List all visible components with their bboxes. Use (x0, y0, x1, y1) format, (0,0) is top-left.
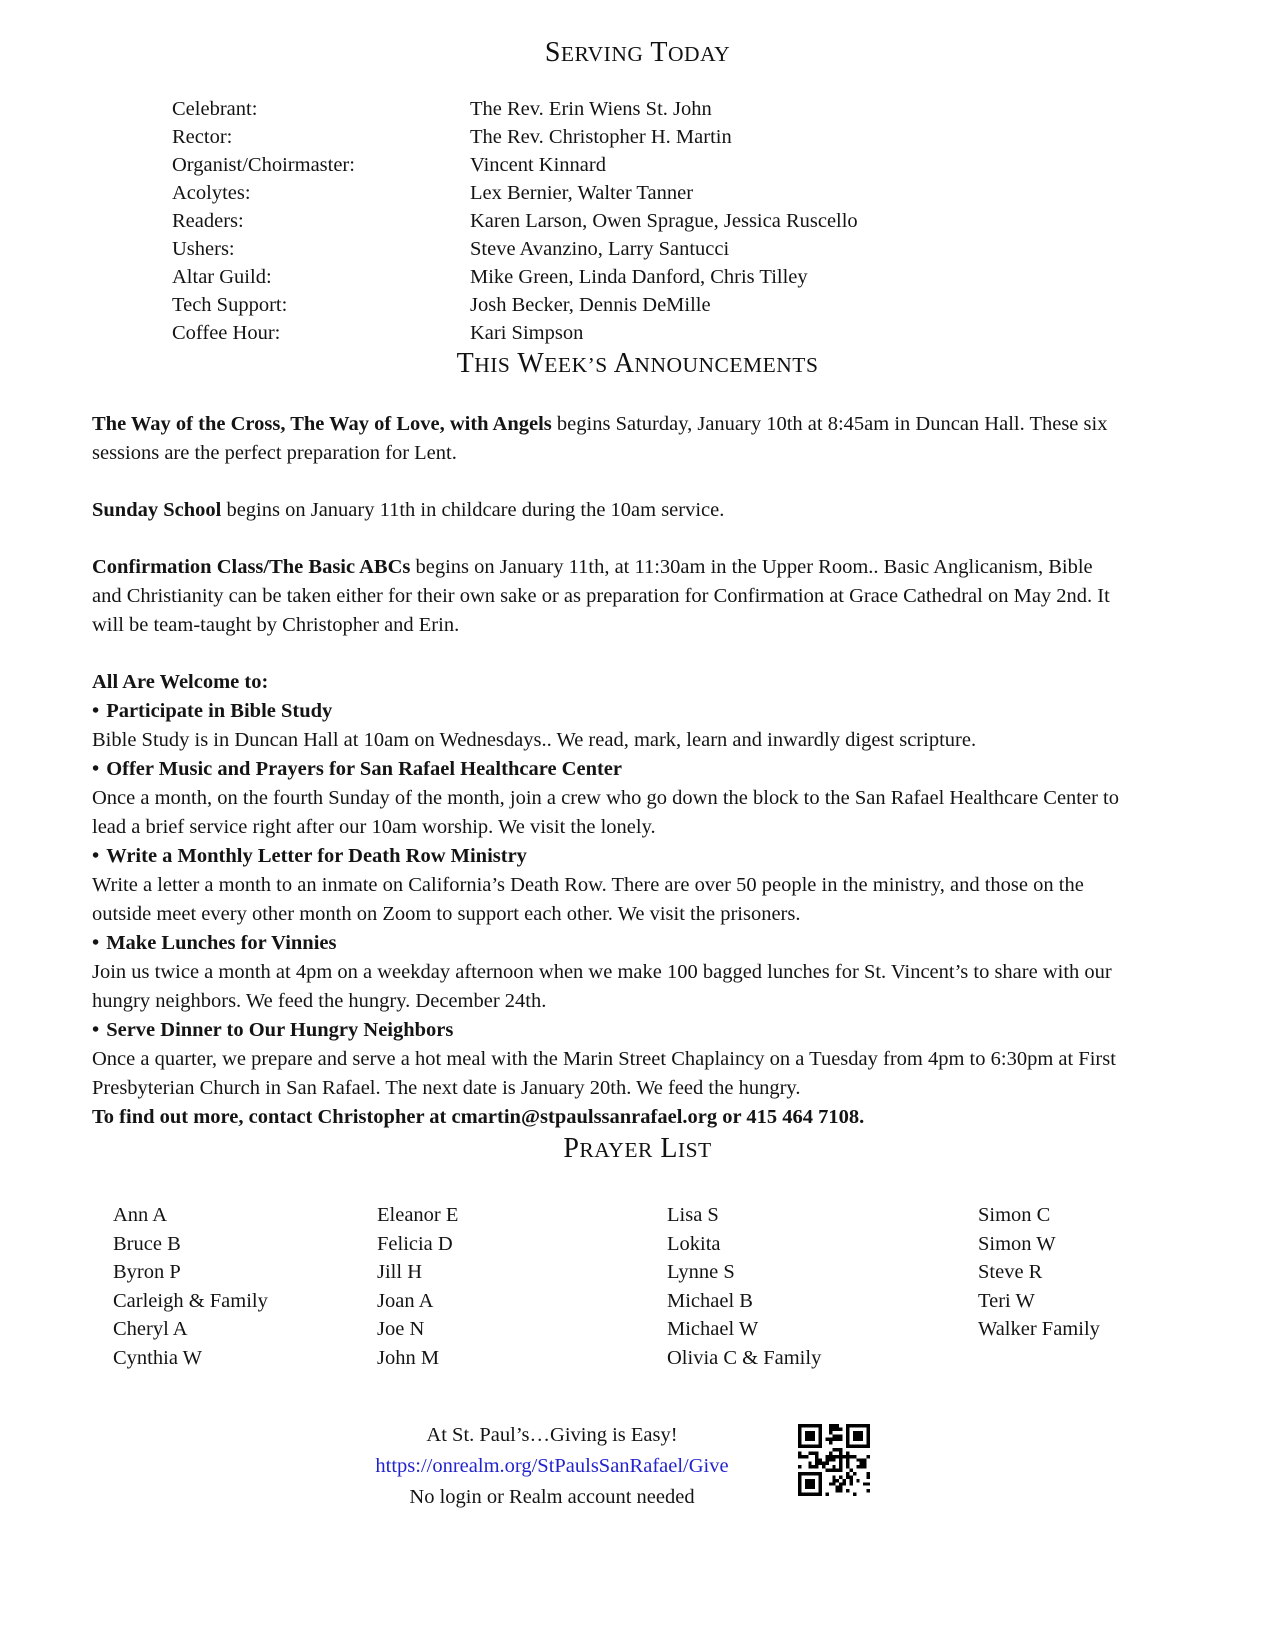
prayer-name: Simon W (978, 1232, 1056, 1255)
announcement-text: begins on January 11th in childcare during the 10am service. (221, 499, 725, 521)
prayer-name: Ann A (113, 1204, 168, 1226)
ministry-bullet-body: Once a month, on the fourth Sunday of the month, join a crew who go down the block to the San Rafael Healthcare Center to lead a brief service right after our 10am worship. We visit the lonely. (92, 787, 1120, 838)
prayer-name: Cheryl A (113, 1318, 188, 1340)
serving-role-row (172, 95, 1275, 123)
bullet-icon: • (92, 700, 100, 722)
serving-role-value: Karen Larson, Owen Sprague, Jessica Ruscello (470, 210, 858, 232)
prayer-list (113, 1201, 1275, 1372)
announcement-lead: Confirmation Class/The Basic ABCs (92, 556, 411, 578)
prayer-name: Jill H (377, 1261, 422, 1283)
serving-role-row (172, 179, 1275, 207)
serving-role-row (172, 235, 1275, 263)
prayer-name: Lokita (667, 1232, 721, 1255)
ministry-bullets (92, 697, 1127, 1103)
announcement-text: begins Saturday, January 10th at 8:45am in Duncan Hall. These six sessions are the perfect preparation for Lent. (92, 413, 1108, 464)
ministry-bullet (92, 1016, 1127, 1103)
ministry-bullet-title: Make Lunches for Vinnies (106, 932, 337, 954)
ministry-bullet-title-line (92, 842, 1127, 871)
ministry-bullet-title-line (92, 755, 1127, 784)
serving-role-row (172, 151, 1275, 179)
qr-code (798, 1424, 870, 1496)
prayer-column (667, 1201, 978, 1372)
prayer-name: Lisa S (667, 1204, 719, 1226)
serving-role-value: The Rev. Erin Wiens St. John (470, 98, 712, 120)
giving-link[interactable]: https://onrealm.org/StPaulsSanRafael/Give (375, 1455, 729, 1477)
prayer-name: Walker Family (978, 1318, 1100, 1340)
serving-role-label: Ushers: (172, 238, 235, 260)
ministry-bullet-body: Bible Study is in Duncan Hall at 10am on Wednesdays.. We read, mark, learn and inwardly digest scripture. (92, 729, 977, 751)
announcement-lead: Sunday School (92, 499, 222, 521)
ministry-bullet (92, 697, 1127, 755)
ministry-bullet-body: Once a quarter, we prepare and serve a hot meal with the Marin Street Chaplaincy on a Tuesday from 4pm to 6:30pm at First Presbyterian Church in San Rafael. The next date is January 20th. We feed the hungry. (92, 1048, 1116, 1099)
serving-role-label: Altar Guild: (172, 266, 272, 288)
ministry-bullet-body: Join us twice a month at 4pm on a weekday afternoon when we make 100 bagged lunches for St. Vincent’s to share with our hungry neighbors. We feed the hungry. December 24th. (92, 961, 1112, 1012)
serving-role-label: Acolytes: (172, 182, 251, 204)
serving-role-row (172, 319, 1275, 347)
contact-line: To find out more, contact Christopher at cmartin@stpaulssanrafael.org or 415 464 7108. (92, 1106, 865, 1128)
serving-role-value: Kari Simpson (470, 322, 584, 344)
serving-role-value: The Rev. Christopher H. Martin (470, 126, 732, 148)
serving-role-label: Celebrant: (172, 98, 258, 120)
prayer-column (113, 1201, 377, 1372)
serving-role-value: Vincent Kinnard (470, 154, 606, 176)
prayer-name: Michael W (667, 1318, 759, 1340)
bullet-icon: • (92, 758, 100, 780)
announcement-paragraph (92, 496, 1127, 525)
serving-role-label: Organist/Choirmaster: (172, 154, 355, 176)
ministry-bullet-title: Write a Monthly Letter for Death Row Ministry (106, 845, 527, 867)
prayer-name: Michael B (667, 1289, 753, 1312)
prayer-column (978, 1201, 1275, 1372)
serving-list (172, 95, 1275, 347)
serving-role-label: Tech Support: (172, 294, 288, 316)
announcement-paragraphs (92, 410, 1127, 640)
prayer-name: Felicia D (377, 1232, 453, 1255)
prayer-name: Joe N (377, 1318, 425, 1340)
prayer-column (377, 1201, 667, 1372)
welcome-header: All Are Welcome to: (92, 671, 269, 693)
bullet-icon: • (92, 845, 100, 867)
prayer-name: Eleanor E (377, 1204, 459, 1226)
all-are-welcome-block (92, 668, 1127, 1132)
bullet-icon: • (92, 932, 100, 954)
serving-role-row (172, 291, 1275, 319)
prayer-list-heading: PRAYER LIST (563, 1133, 712, 1164)
prayer-name: Olivia C & Family (667, 1346, 822, 1369)
prayer-name: Cynthia W (113, 1346, 203, 1369)
serving-today-heading: SERVING TODAY (544, 37, 731, 68)
serving-role-label: Readers: (172, 210, 244, 232)
ministry-bullet (92, 755, 1127, 842)
serving-role-value: Lex Bernier, Walter Tanner (470, 182, 694, 204)
ministry-bullet-body: Write a letter a month to an inmate on California’s Death Row. There are over 50 people in the ministry, and those on the outside meet every other month on Zoom to support each other. We visit the prisoners. (92, 874, 1084, 925)
serving-role-value: Steve Avanzino, Larry Santucci (470, 238, 730, 260)
giving-headline: At St. Paul’s…Giving is Easy! (426, 1424, 678, 1446)
serving-role-label: Coffee Hour: (172, 322, 281, 344)
prayer-name: Simon C (978, 1204, 1051, 1226)
ministry-bullet-title-line (92, 697, 1127, 726)
ministry-bullet (92, 842, 1127, 929)
prayer-name: John M (377, 1346, 440, 1369)
serving-role-row (172, 207, 1275, 235)
giving-note: No login or Realm account needed (409, 1486, 695, 1508)
serving-role-value: Mike Green, Linda Danford, Chris Tilley (470, 266, 808, 288)
giving-footer (0, 1420, 1275, 1530)
prayer-name: Joan A (377, 1289, 434, 1312)
announcements-heading: THIS WEEK’S ANNOUNCEMENTS (456, 348, 819, 379)
ministry-bullet-title: Offer Music and Prayers for San Rafael Healthcare Center (106, 758, 622, 780)
prayer-name: Byron P (113, 1261, 181, 1283)
prayer-name: Steve R (978, 1261, 1043, 1283)
serving-role-label: Rector: (172, 126, 233, 148)
serving-role-row (172, 123, 1275, 151)
prayer-name: Bruce B (113, 1232, 181, 1255)
ministry-bullet-title: Serve Dinner to Our Hungry Neighbors (106, 1019, 454, 1041)
announcement-paragraph (92, 553, 1127, 640)
announcement-lead: The Way of the Cross, The Way of Love, with Angels (92, 413, 552, 435)
prayer-name: Carleigh & Family (113, 1289, 268, 1312)
ministry-bullet-title-line (92, 929, 1127, 958)
announcement-text: begins on January 11th, at 11:30am in the Upper Room.. Basic Anglicanism, Bible and Christianity can be taken either for their own sake or as preparation for Confirmation at Grace Cathedral on May 2nd. It will be team-taught by Christopher and Erin. (92, 556, 1110, 636)
ministry-bullet (92, 929, 1127, 1016)
prayer-name: Teri W (978, 1289, 1035, 1312)
announcements-body (92, 410, 1127, 1132)
serving-role-row (172, 263, 1275, 291)
ministry-bullet-title-line (92, 1016, 1127, 1045)
serving-role-value: Josh Becker, Dennis DeMille (470, 294, 711, 316)
bullet-icon: • (92, 1019, 100, 1041)
announcement-paragraph (92, 410, 1127, 468)
prayer-name: Lynne S (667, 1261, 735, 1283)
ministry-bullet-title: Participate in Bible Study (106, 700, 333, 722)
